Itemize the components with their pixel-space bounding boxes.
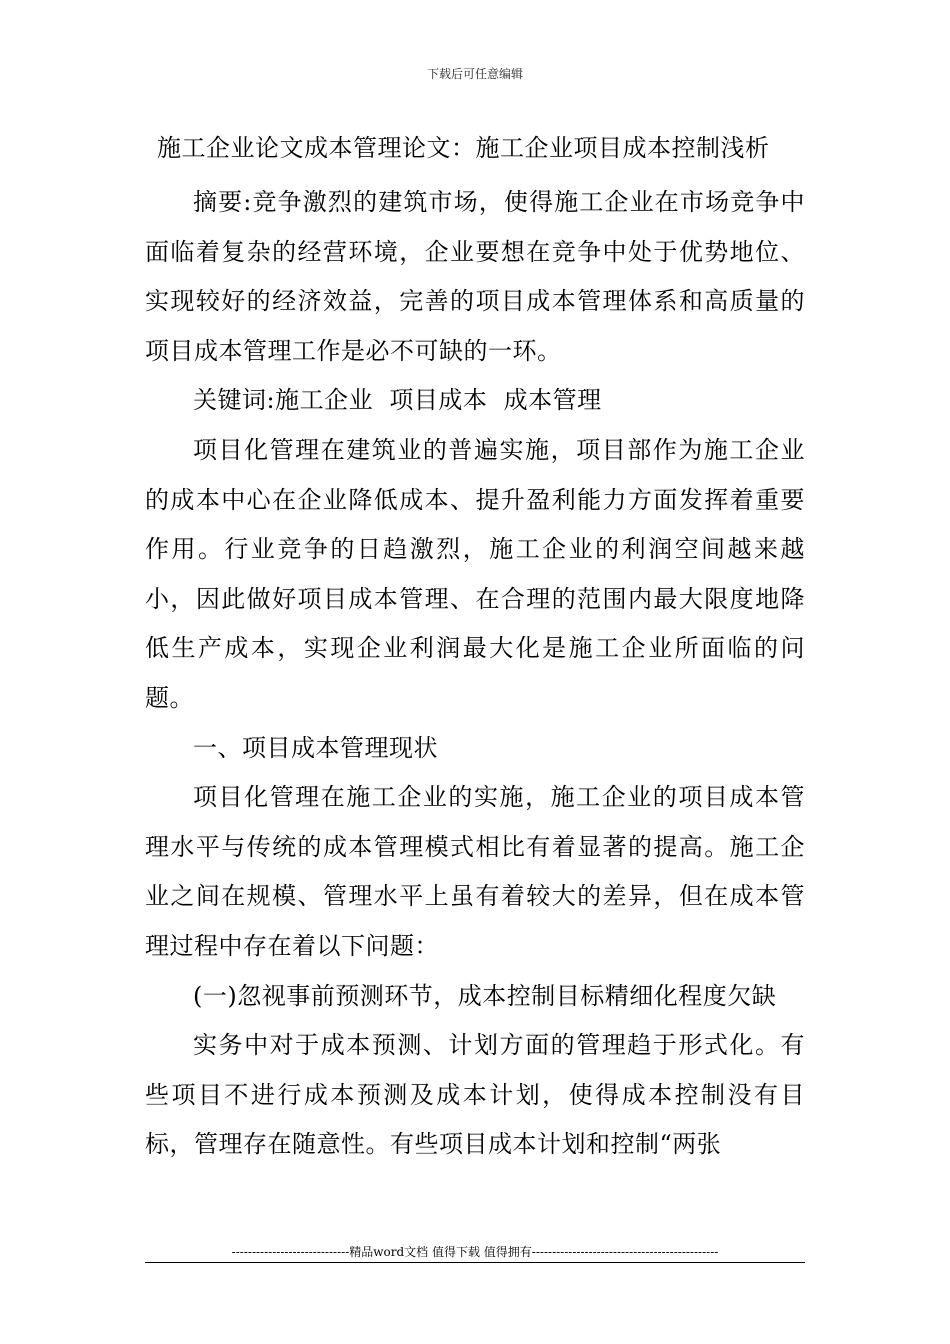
practice-paragraph: 实务中对于成本预测、计划方面的管理趋于形式化。有些项目不进行成本预测及成本计划，使得成本控制没有目标，管理存在随意性。有些项目成本计划和控制“两张 [145, 1031, 805, 1159]
footer-note: -----------------------------精品word文档 值得下载 值得拥有---------------------------------------------- [231, 1245, 719, 1259]
document-title: 施工企业论文成本管理论文：施工企业项目成本控制浅析 [157, 134, 770, 162]
status-paragraph: 项目化管理在施工企业的实施，施工企业的项目成本管理水平与传统的成本管理模式相比有着显著的提高。施工企业之间在规模、管理水平上虽有着较大的差异，但在成本管理过程中存在着以下问题： [145, 783, 805, 960]
footer-divider [145, 1262, 805, 1263]
document-body [145, 178, 805, 1170]
subsection-heading: (一)忽视事前预测环节，成本控制目标精细化程度欠缺 [193, 981, 777, 1010]
abstract-paragraph: 摘要:竞争激烈的建筑市场，使得施工企业在市场竞争中面临着复杂的经营环境，企业要想在竞争中处于优势地位、实现较好的经济效益，完善的项目成本管理体系和高质量的项目成本管理工作是必不可缺的一环。 [145, 188, 805, 365]
keywords-paragraph: 关键词:施工企业 项目成本 成本管理 [193, 386, 602, 415]
intro-paragraph: 项目化管理在建筑业的普遍实施，项目部作为施工企业的成本中心在企业降低成本、提升盈利能力方面发挥着重要作用。行业竞争的日趋激烈，施工企业的利润空间越来越小，因此做好项目成本管理、在合理的范围内最大限度地降低生产成本，实现企业利润最大化是施工企业所面临的问题。 [145, 435, 805, 712]
header-note: 下载后可任意编辑 [426, 67, 523, 81]
section-heading: 一、项目成本管理现状 [193, 733, 438, 762]
